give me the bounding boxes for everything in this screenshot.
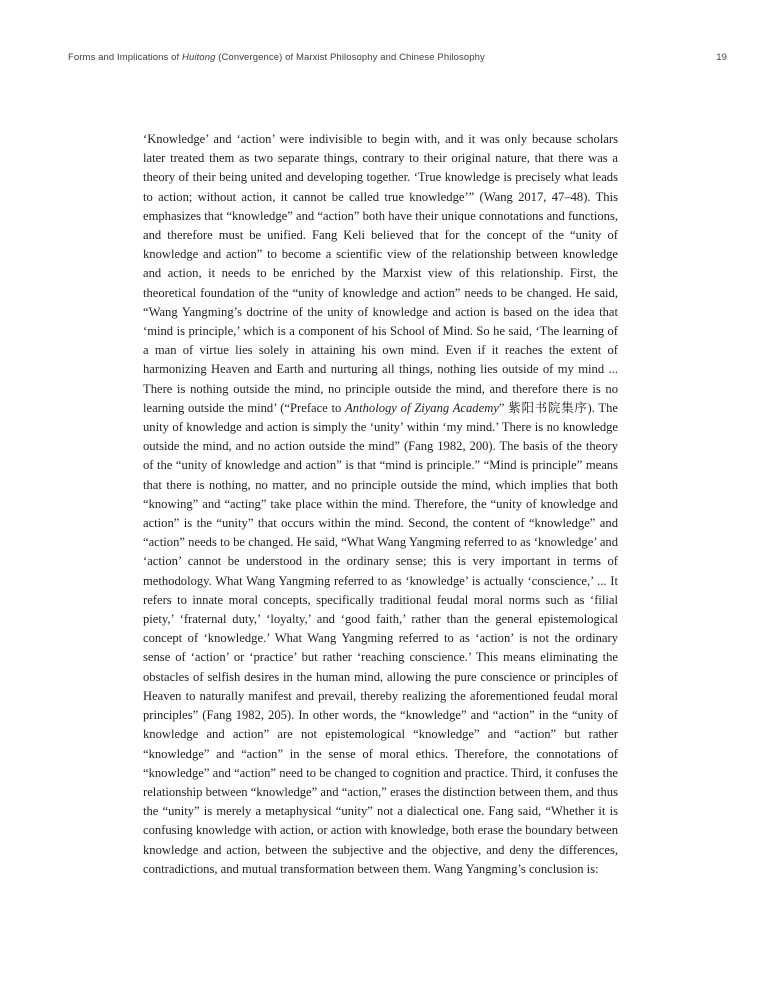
text-block	[143, 130, 618, 879]
page-number: 19	[716, 52, 727, 63]
text-run: Huitong	[182, 52, 216, 63]
body-paragraph	[143, 130, 618, 879]
running-title	[68, 52, 485, 63]
text-run: Forms and Implications of	[68, 52, 183, 63]
text-run: (Convergence) of Marxist Philosophy and Chinese Philosophy	[215, 52, 485, 63]
text-run: Anthology of Ziyang Academy	[345, 400, 499, 415]
running-header	[68, 52, 727, 63]
text-run: ‘Knowledge’ and ‘action’ were indivisible to begin with, and it was only because scholars later treated them as two separate things, contrary to their original nature, that there was a theory of their being united and developing together. ‘True knowledge is precisely what leads to action; without action, it cannot be called true knowledge’” (Wang 2017, 47–48). This emphasizes that “knowledge” and “action” both have their unique connotations and functions, and therefore must be unified. Fang Keli believed that for the concept of the “unity of knowledge and action” to become a scientific view of the relationship between knowledge and action, it needs to be enriched by the Marxist view of this relationship. First, the theoretical foundation of the “unity of knowledge and action” needs to be changed. He said, “Wang Yangming’s doctrine of the unity of knowledge and action is based on the idea that ‘mind is principle,’ which is a component of his School of Mind. So he said, ‘The learning of a man of virtue lies solely in attaining his own mind. Even if it reaches the extent of harmonizing Heaven and Earth and nurturing all things, nothing lies outside of my mind ... There is nothing outside the mind, no principle outside the mind, and therefore there is no learning outside the mind’ (“Preface to	[143, 132, 618, 415]
text-run: ” 紫阳书院集序). The unity of knowledge and action is simply the ‘unity’ within ‘my mind.’ There is no knowledge outside the mind, and no action outside the mind” (Fang 1982, 200). The basis of the theory of the “unity of knowledge and action” is that “mind is principle.” “Mind is principle” means that there is nothing, no matter, and no principle outside the mind, which implies that both “knowing” and “acting” take place within the mind. Therefore, the “unity of knowledge and action” is the “unity” that occurs within the mind. Second, the content of “knowledge” and “action” needs to be changed. He said, “What Wang Yangming referred to as ‘knowledge’ and ‘action’ cannot be understood in the ordinary sense; this is very important in terms of methodology. What Wang Yangming referred to as ‘knowledge’ is actually ‘conscience,’ ... It refers to innate moral concepts, specifically traditional feudal moral norms such as ‘filial piety,’ ‘fraternal duty,’ ‘loyalty,’ and ‘good faith,’ rather than the general epistemological concept of ‘knowledge.’ What Wang Yangming referred to as ‘action’ is not the ordinary sense of ‘action’ or ‘practice’ but rather ‘reaching conscience.’ This means eliminating the obstacles of selfish desires in the human mind, allowing the pure conscience or principles of Heaven to naturally manifest and prevail, thereby realizing the aforementioned feudal moral principles” (Fang 1982, 205). In other words, the “knowledge” and “action” in the “unity of knowledge and action” are not epistemological “knowledge” and “action” but rather “knowledge” and “action” in the sense of moral ethics. Therefore, the connotations of “knowledge” and “action” need to be changed to cognition and practice. Third, it confuses the relationship between “knowledge” and “action,” erases the distinction between them, and thus the “unity” is merely a metaphysical “unity” not a dialectical one. Fang said, “Whether it is confusing knowledge with action, or action with knowledge, both erase the boundary between knowledge and action, between the subjective and the objective, and deny the differences, contradictions, and mutual transformation between them. Wang Yangming’s conclusion is:	[143, 400, 618, 876]
